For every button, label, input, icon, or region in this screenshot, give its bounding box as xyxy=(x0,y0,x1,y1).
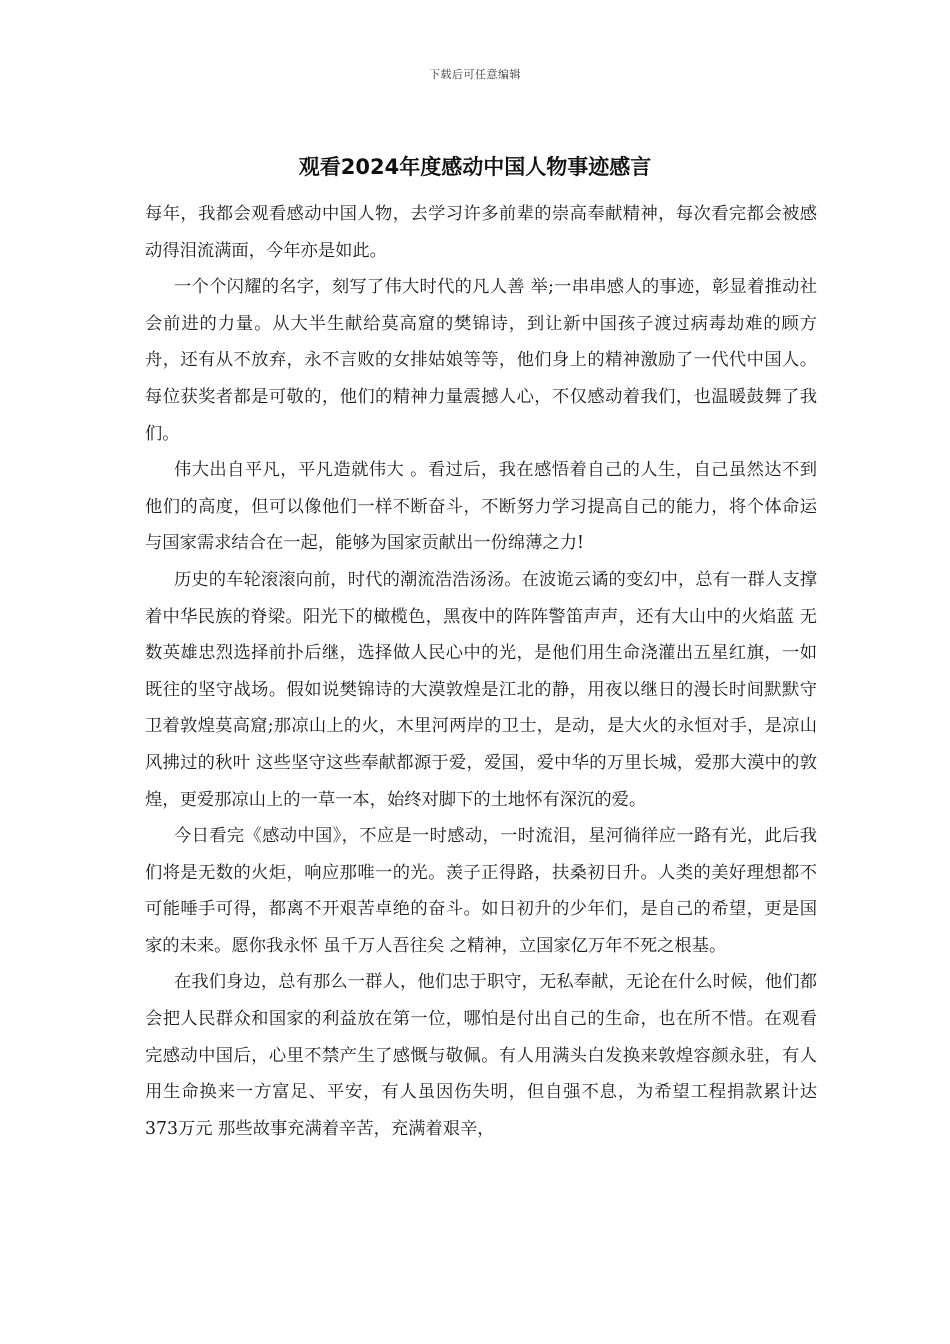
paragraph: 伟大出自平凡，平凡造就伟大 。看过后，我在感悟着自己的人生，自己虽然达不到他们的高度，但可以像他们一样不断奋斗，不断努力学习提高自己的能力，将个体命运与国家需求结合在一起，能够为国家贡献出一份绵薄之力! xyxy=(145,460,817,554)
document-body xyxy=(145,196,817,1147)
paragraph: 在我们身边，总有那么一群人，他们忠于职守，无私奉献，无论在什么时候，他们都会把人民群众和国家的利益放在第一位，哪怕是付出自己的生命，也在所不惜。在观看完感动中国后，心里不禁产生了感慨与敬佩。有人用满头白发换来敦煌容颜永驻，有人用生命换来一方富足、平安，有人虽因伤失明，但自强不息，为希望工程捐款累计达373万元 那些故事充满着辛苦，充满着艰辛， xyxy=(145,972,817,1139)
header-note: 下载后可任意编辑 xyxy=(429,68,521,81)
paragraph: 每年，我都会观看感动中国人物，去学习许多前辈的崇高奉献精神，每次看完都会被感动得泪流满面，今年亦是如此。 xyxy=(145,204,817,261)
paragraph: 今日看完《感动中国》，不应是一时感动，一时流泪，星河徜徉应一路有光，此后我们将是无数的火炬，响应那唯一的光。羡子正得路，扶桑初日升。人类的美好理想都不可能唾手可得，都离不开艰苦卓绝的奋斗。如日初升的少年们，是自己的希望，更是国家的未来。愿你我永怀 虽千万人吾往矣 之精神，立国家亿万年不死之根基。 xyxy=(145,826,817,956)
paragraph: 历史的车轮滚滚向前，时代的潮流浩浩汤汤。在波诡云谲的变幻中，总有一群人支撑着中华民族的脊梁。阳光下的橄榄色，黑夜中的阵阵警笛声声，还有大山中的火焰蓝 无数英雄忠烈选择前扑后继，选择做人民心中的光，是他们用生命浇灌出五星红旗，一如既往的坚守战场。假如说樊锦诗的大漠敦煌是江北的静，用夜以继日的漫长时间默默守卫着敦煌莫高窟;那凉山上的火，木里河两岸的卫士，是动，是大火的永恒对手，是凉山风拂过的秋叶 这些坚守这些奉献都源于爱，爱国，爱中华的万里长城，爱那大漠中的敦煌，更爱那凉山上的一草一本，始终对脚下的土地怀有深沉的爱。 xyxy=(145,569,817,810)
paragraph: 一个个闪耀的名字，刻写了伟大时代的凡人善 举;一串串感人的事迹，彰显着推动社会前进的力量。从大半生献给莫高窟的樊锦诗，到让新中国孩子渡过病毒劫难的顾方舟，还有从不放弃，永不言败的女排姑娘等等，他们身上的精神激励了一代代中国人。每位获奖者都是可敬的，他们的精神力量震撼人心，不仅感动着我们，也温暖鼓舞了我们。 xyxy=(145,277,817,444)
document-title: 观看2024年度感动中国人物事迹感言 xyxy=(298,155,652,179)
